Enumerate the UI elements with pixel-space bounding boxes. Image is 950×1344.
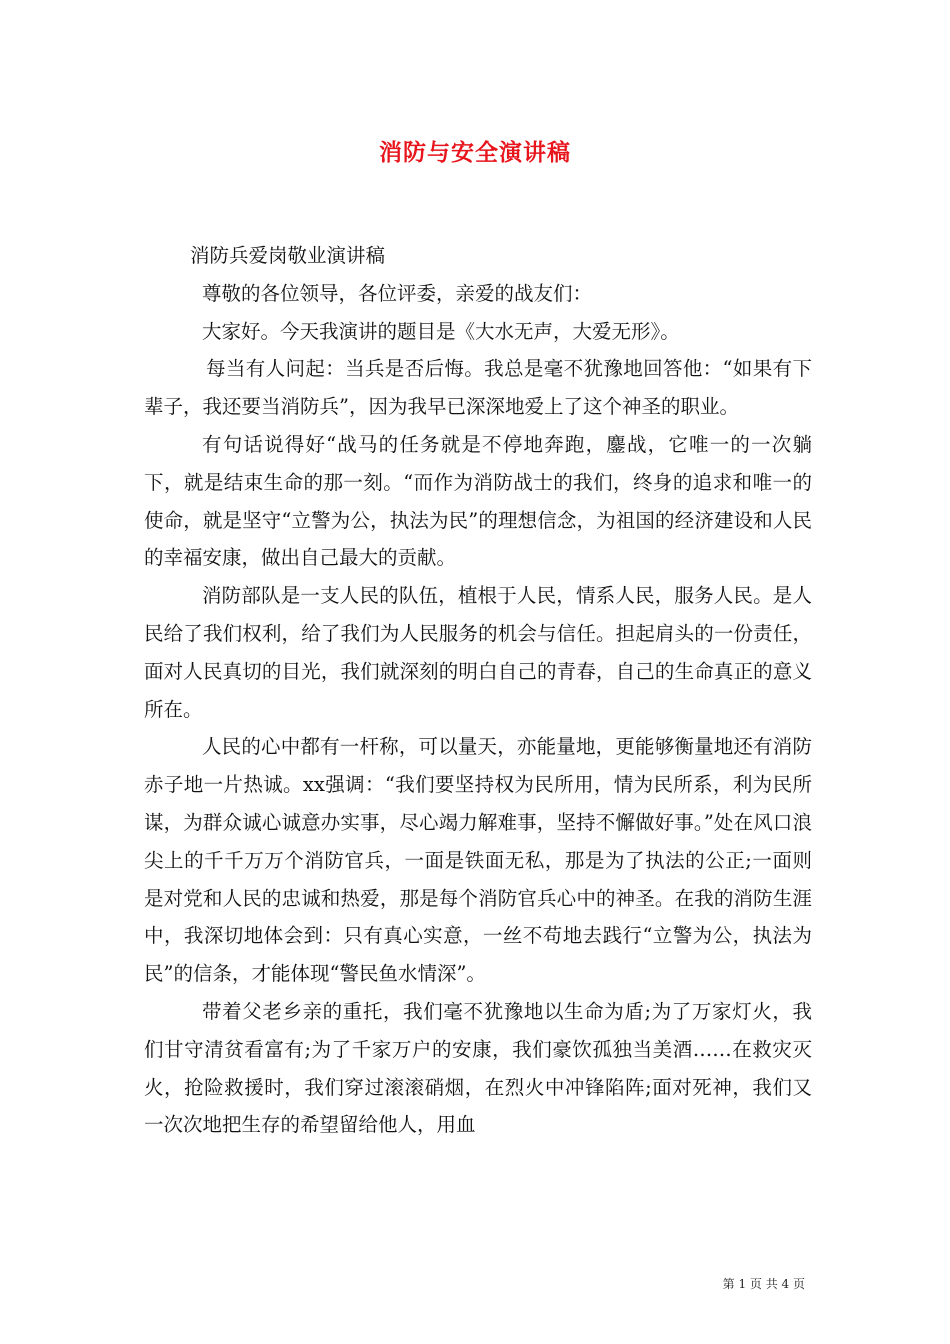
paragraph: 带着父老乡亲的重托，我们毫不犹豫地以生命为盾;为了万家灯火，我们甘守清贫看富有;为了千家万户的安康，我们豪饮孤独当美酒……在救灾灭火，抢险救援时，我们穿过滚滚硝烟，在烈火中冲锋陷阵;面对死神，我们又一次次地把生存的希望留给他人，用血: [144, 999, 812, 1137]
page-number-footer: 第 1 页 共 4 页: [722, 1277, 805, 1291]
paragraph-salutation: 尊敬的各位领导，各位评委，亲爱的战友们：: [202, 281, 593, 305]
paragraph: 有句话说得好“战马的任务就是不停地奔跑，鏖战，它唯一的一次躺下，就是结束生命的那一刻。“而作为消防战士的我们，终身的追求和唯一的使命，就是坚守“立警为公，执法为民”的理想信念，为祖国的经济建设和人民的幸福安康，做出自己最大的贡献。: [144, 432, 812, 570]
document-title: 消防与安全演讲稿: [379, 139, 571, 166]
paragraph-greeting: 大家好。今天我演讲的题目是《大水无声，大爱无形》。: [202, 319, 680, 343]
paragraph-subtitle: 消防兵爱岗敬业演讲稿: [190, 244, 386, 267]
paragraph: 消防部队是一支人民的队伍，植根于人民，情系人民，服务人民。是人民给了我们权利，给了我们为人民服务的机会与信任。担起肩头的一份责任，面对人民真切的目光，我们就深刻的明白自己的青春，自己的生命真正的意义所在。: [144, 584, 812, 721]
document-body: [144, 237, 812, 1144]
paragraph: 每当有人问起：当兵是否后悔。我总是毫不犹豫地回答他：“如果有下辈子，我还要当消防兵”，因为我早已深深地爱上了这个神圣的职业。: [144, 357, 812, 419]
paragraph: 人民的心中都有一杆称，可以量天，亦能量地，更能够衡量地还有消防赤子地一片热诚。xx强调：“我们要坚持权为民所用，情为民所系，利为民所谋，为群众诚心诚意办实事，尽心竭力解难事，坚持不懈做好事。”处在风口浪尖上的千千万万个消防官兵，一面是铁面无私，那是为了执法的公正;一面则是对党和人民的忠诚和热爱，那是每个消防官兵心中的神圣。在我的消防生涯中，我深切地体会到：只有真心实意，一丝不苟地去践行“立警为公，执法为民”的信条，才能体现“警民鱼水情深”。: [144, 735, 812, 986]
